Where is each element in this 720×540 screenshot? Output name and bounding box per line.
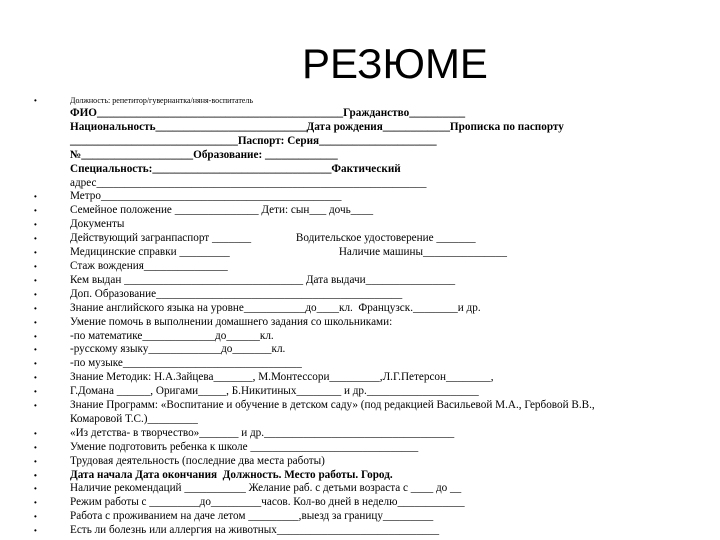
form-line — [34, 510, 714, 524]
form-line — [34, 413, 714, 427]
bullet-icon: • — [34, 470, 37, 480]
form-line-text: ФИО____________________________________________Гражданство__________ — [70, 107, 466, 119]
resume-form — [34, 96, 714, 538]
form-line-text: -по музыке________________________________ — [70, 357, 302, 370]
form-line-text: Медицинские справки _________ Наличие машины_______________ — [70, 246, 507, 259]
form-line — [34, 343, 714, 357]
form-line-text: Документы — [70, 218, 125, 231]
form-line-text: Комаровой Т.С.)_________ — [70, 412, 198, 425]
bullet-icon: • — [34, 289, 37, 299]
form-line — [34, 246, 714, 260]
form-line-text: Знание Программ: «Воспитание и обучение в детском саду» (под редакцией Васильевой М.А., Гербовой В.В., — [70, 399, 595, 412]
form-line-text: адрес___________________________________________________________ — [70, 176, 427, 189]
form-line — [34, 135, 714, 149]
form-line-text: Умение помочь в выполнении домашнего задания со школьниками: — [70, 315, 393, 328]
form-line — [34, 177, 714, 191]
form-line-text: Умение подготовить ребенка к школе ______________________________ — [70, 440, 419, 453]
bullet-icon: • — [34, 96, 37, 105]
form-line-text: Режим работы с _________до_________часов. Кол-во дней в неделю____________ — [70, 496, 465, 509]
form-line-text: Стаж вождения_______________ — [70, 259, 228, 272]
form-line — [34, 302, 714, 316]
form-line — [34, 371, 714, 385]
bullet-icon: • — [34, 456, 37, 466]
bullet-icon: • — [34, 248, 37, 258]
bullet-icon: • — [34, 387, 37, 397]
form-line — [34, 232, 714, 246]
form-line-text: ______________________________Паспорт: Серия_____________________ — [70, 134, 437, 147]
bullet-icon: • — [34, 359, 37, 369]
bullet-icon: • — [34, 428, 37, 438]
bullet-icon: • — [34, 234, 37, 244]
bullet-icon: • — [34, 484, 37, 494]
form-line — [34, 274, 714, 288]
form-line — [34, 524, 714, 538]
form-line — [34, 455, 714, 469]
form-line-text: Есть ли болезнь или аллергия на животных_____________________________ — [70, 524, 440, 537]
form-line-text: Доп. Образование____________________________________________ — [70, 287, 403, 300]
bullet-icon: • — [34, 526, 37, 536]
bullet-icon: • — [34, 401, 37, 411]
form-line — [34, 163, 714, 177]
form-line — [34, 330, 714, 344]
bullet-icon: • — [34, 498, 37, 508]
form-line — [34, 357, 714, 371]
form-line — [34, 469, 714, 483]
form-line — [34, 218, 714, 232]
form-line — [34, 149, 714, 163]
bullet-icon: • — [34, 512, 37, 522]
bullet-icon: • — [34, 220, 37, 230]
form-line-text: Знание Методик: Н.А.Зайцева_______, М.Монтессори_________,Л.Г.Петерсон________, — [70, 371, 494, 384]
form-line-text: Метро___________________________________________ — [70, 190, 342, 203]
form-line — [34, 316, 714, 330]
form-line — [34, 107, 714, 121]
form-line-text: «Из детства- в творчество»_______ и др.__________________________________ — [70, 426, 455, 439]
form-line — [34, 427, 714, 441]
form-line — [34, 482, 714, 496]
bullet-icon: • — [34, 206, 37, 216]
form-line-text: Работа с проживанием на даче летом _________,выезд за границу_________ — [70, 510, 434, 523]
form-line-text: Г.Домана ______, Оригами_____, Б.Никитиных________ и др.____________________ — [70, 385, 479, 398]
form-line-text: Должность: репетитор/гувернантка/няня-воспитатель — [70, 96, 253, 105]
form-line-text: №____________________Образование: _____________ — [70, 148, 338, 161]
form-line — [34, 190, 714, 204]
form-line — [34, 399, 714, 413]
bullet-icon: • — [34, 345, 37, 355]
form-line — [34, 496, 714, 510]
form-line-text: Специальность:________________________________Фактический — [70, 162, 401, 175]
form-line-text: Семейное положение _______________ Дети: сын___ дочь____ — [70, 204, 374, 217]
bullet-icon: • — [34, 192, 37, 202]
form-line-text: Национальность___________________________Дата рождения____________Прописка по паспорту — [70, 120, 564, 133]
bullet-icon: • — [34, 373, 37, 383]
bullet-icon: • — [34, 442, 37, 452]
page-title: РЕЗЮМЕ — [302, 40, 488, 87]
form-line — [34, 96, 714, 106]
form-line-text: Трудовая деятельность (последние два места работы) — [70, 454, 325, 467]
form-line-text: -русскому языку_____________до_______кл. — [70, 343, 286, 356]
form-line-text: Действующий загранпаспорт _______ Водительское удостоверение _______ — [70, 232, 476, 245]
form-line — [34, 441, 714, 455]
form-line-text: Дата начала Дата окончания Должность. Место работы. Город. — [70, 468, 393, 481]
bullet-icon: • — [34, 331, 37, 341]
bullet-icon: • — [34, 317, 37, 327]
form-line — [34, 385, 714, 399]
form-line-text: Кем выдан ________________________________ Дата выдачи________________ — [70, 273, 456, 286]
form-line — [34, 260, 714, 274]
bullet-icon: • — [34, 261, 37, 271]
form-line — [34, 288, 714, 302]
form-line — [34, 121, 714, 135]
bullet-icon: • — [34, 303, 37, 313]
bullet-icon: • — [34, 275, 37, 285]
form-line-text: -по математике_____________до______кл. — [70, 329, 274, 342]
form-line-text: Знание английского языка на уровне___________до____кл. Французск.________и др. — [70, 301, 481, 314]
form-line-text: Наличие рекомендаций ___________ Желание раб. с детьми возраста с ____ до __ — [70, 482, 462, 495]
form-line — [34, 204, 714, 218]
